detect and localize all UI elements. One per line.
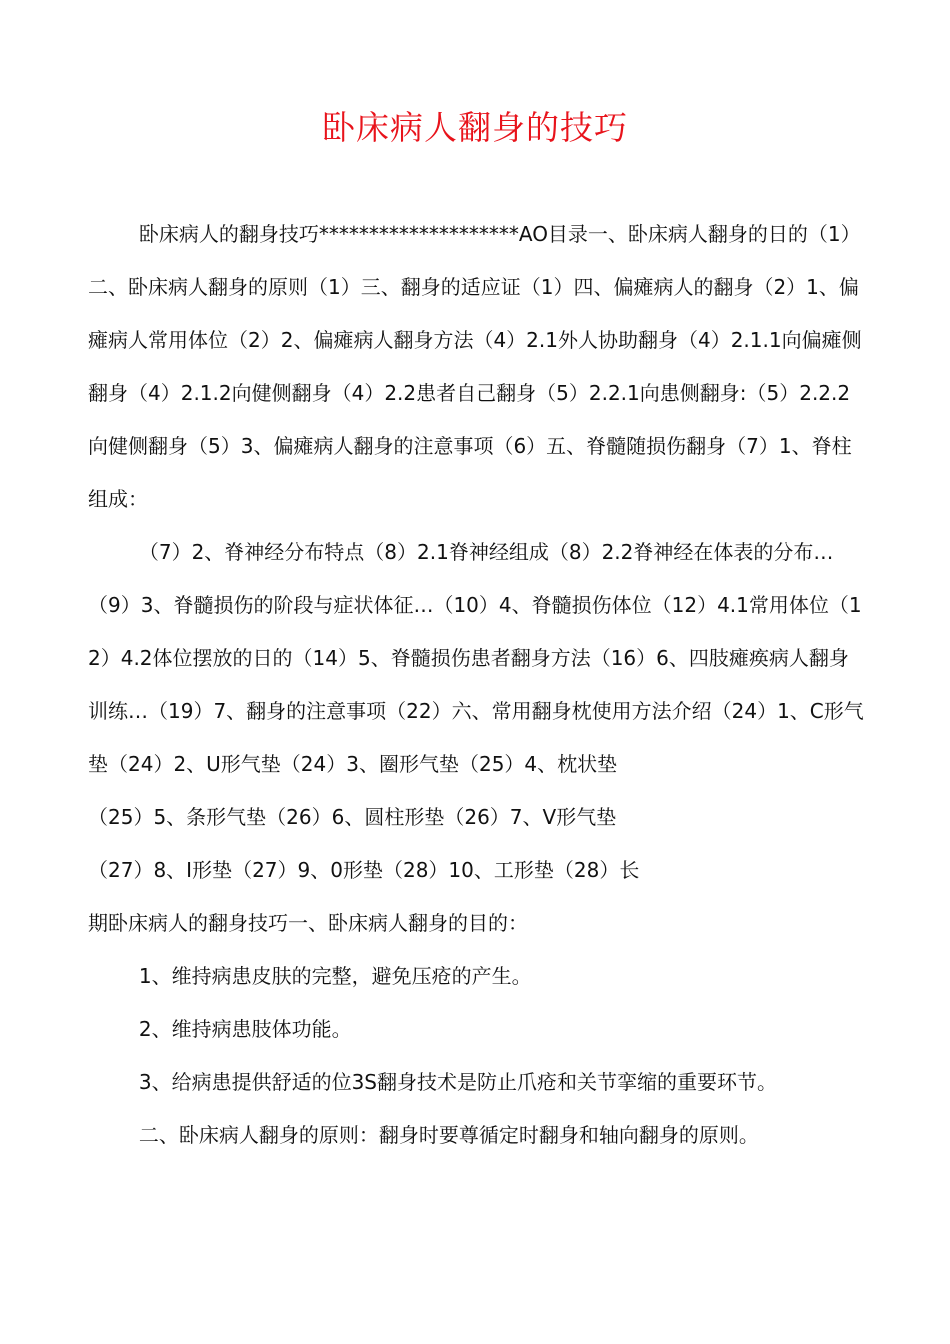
- toc-line: （25）5、条形气垫（26）6、圆柱形垫（26）7、V形气垫: [88, 805, 617, 829]
- section-heading-paragraph: 期卧床病人的翻身技巧一、卧床病人翻身的目的：: [88, 911, 528, 935]
- toc-line: （27）8、I形垫（27）9、0形垫（28）10、工形垫（28）长: [88, 858, 640, 882]
- list-item: 2、维持病患肢体功能。: [88, 1017, 352, 1041]
- list-item: 3、给病患提供舒适的位3S翻身技术是防止爪疮和关节挛缩的重要环节。: [88, 1070, 778, 1094]
- list-item: 1、维持病患皮肤的完整，避免压疮的产生。: [88, 964, 532, 988]
- document-body: [88, 208, 868, 1162]
- section-paragraph: 二、卧床病人翻身的原则：翻身时要尊循定时翻身和轴向翻身的原则。: [88, 1123, 759, 1147]
- toc-paragraph-continued: （7）2、脊神经分布特点（8）2.1脊神经组成（8）2.2脊神经在体表的分布…（9）3、脊髓损伤的阶段与症状体征…（10）4、脊髓损伤体位（12）4.1常用体位（12）4.2体位摆放的日的（14）5、脊髓损伤患者翻身方法（16）6、四肢瘫痪病人翻身训练…（19）7、翻身的注意事项（22）六、常用翻身枕使用方法介绍（24）1、C形气垫（24）2、U形气垫（24）3、圈形气垫（25）4、枕状垫: [88, 540, 864, 776]
- toc-paragraph: 卧床病人的翻身技巧********************AO目录一、卧床病人翻身的日的（1）二、卧床病人翻身的原则（1）三、翻身的适应证（1）四、偏瘫病人的翻身（2）1、偏瘫病人常用体位（2）2、偏瘫病人翻身方法（4）2.1外人协助翻身（4）2.1.1向偏瘫侧翻身（4）2.1.2向健侧翻身（4）2.2患者自己翻身（5）2.2.1向患侧翻身:（5）2.2.2向健侧翻身（5）3、偏瘫病人翻身的注意事项（6）五、脊髓随损伤翻身（7）1、脊柱组成：: [88, 222, 862, 511]
- document-title: 卧床病人翻身的技巧: [322, 108, 628, 147]
